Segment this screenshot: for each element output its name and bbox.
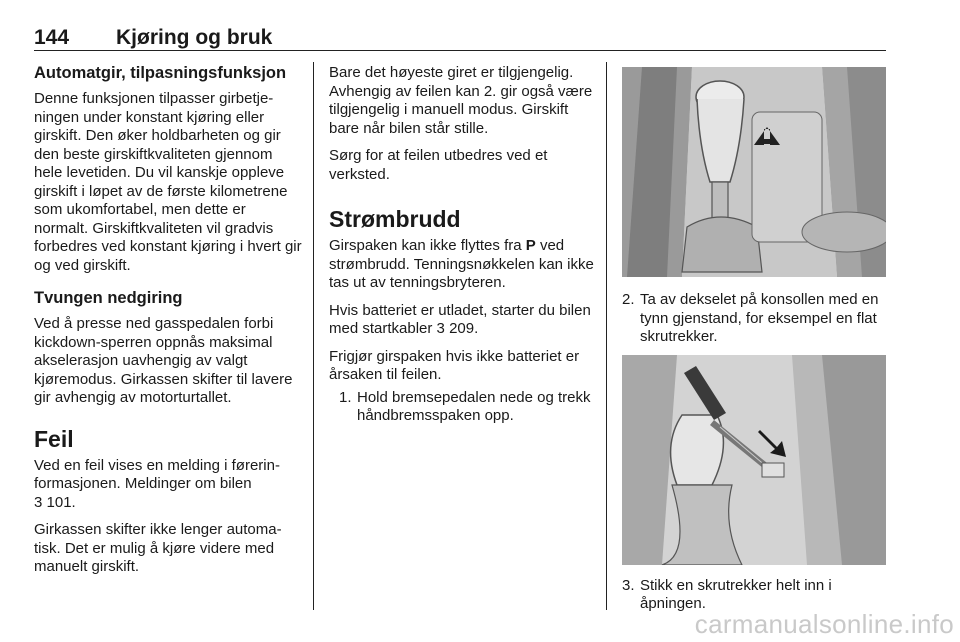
page-reference-link[interactable]: 101. xyxy=(46,493,76,511)
column-right xyxy=(622,67,886,622)
step-text: Ta av dekselet på konsollen med en tynn gjenstand, for eksempel en flat skrutrekker. xyxy=(640,291,879,345)
paragraph-kickdown: Ved å presse ned gasspedalen forbi kickdown-sperren oppnås maksimal akselerasjon uavhengig av valgt kjøremodus. Girkassen skifter til lavere gir avhengig av motorturtallet. xyxy=(34,315,293,406)
paragraph-automatgir: Denne funksjonen tilpasser girbetje-ningen under konstant kjøring eller girskift. Den øker holdbarheten og gir den beste girskiftkvaliteten gjennom hele levetiden. Du vil kanskje oppleve girskift i løpet av de første kilometrene som ukomfortabel, men dette er normalt. Girskiftkvaliteten vil gradvis forbedres ved konstant kjøring i hvert gir og ved girskift. xyxy=(34,90,302,274)
screwdriver-illustration xyxy=(622,355,886,565)
step-number: 3. xyxy=(622,576,635,594)
step-text: Stikk en skrutrekker helt inn i åpningen. xyxy=(640,576,832,612)
heading-feil: Feil xyxy=(34,425,74,452)
feil-melding-text: Ved en feil vises en melding i førerin-formasjonen. Meldinger om bilen xyxy=(34,456,280,492)
heading-stromfbrudd: Strømbrudd xyxy=(329,206,461,232)
batteri-text: Hvis batteriet er utladet, starter du bilen med startkabler xyxy=(329,301,591,337)
ref-arrow-icon: 3 xyxy=(34,493,43,511)
step-number: 1. xyxy=(339,388,352,406)
paragraph-hoyeste-gir: Bare det høyeste giret er tilgjengelig. Avhengig av feilen kan 2. gir også være tilgjengelig i manuell modus. Girskift bare når bilen står stille. xyxy=(329,64,593,137)
paragraph-feil-melding xyxy=(34,457,302,513)
gear-p-label: P xyxy=(525,237,536,254)
step-text: Hold bremsepedalen nede og trekk håndbremsspaken opp. xyxy=(357,388,591,424)
step-3 xyxy=(622,577,886,614)
gear-lever-illustration xyxy=(622,67,886,277)
page-reference-link[interactable]: 209. xyxy=(449,320,479,337)
column-left xyxy=(34,64,302,586)
heading-automatgir: Automatgir, tilpasningsfunksjon xyxy=(34,64,287,82)
paragraph-feil-girkasse: Girkassen skifter ikke lenger automa-tisk. Det er mulig å kjøre videre med manuelt girskift. xyxy=(34,521,282,575)
strom-text-a: Girspaken kan ikke flyttes fra xyxy=(329,237,522,254)
page-number: 144 xyxy=(34,26,70,49)
heading-tvungen-nedgiring: Tvungen nedgiring xyxy=(34,289,183,307)
strom-text-b: ved strømbrudd. Tenningsnøkkelen kan ikke tas ut av tenningsbryteren. xyxy=(329,237,594,291)
paragraph-verksted: Sørg for at feilen utbedres ved et verksted. xyxy=(329,147,548,183)
page-title: Kjøring og bruk xyxy=(116,26,273,49)
column-divider xyxy=(606,62,607,610)
step-number: 2. xyxy=(622,291,635,308)
column-middle xyxy=(329,64,597,434)
step-2 xyxy=(622,291,886,347)
page-header xyxy=(34,22,886,51)
watermark-url: carmanualsonline.info xyxy=(694,609,954,639)
paragraph-stromfbrudd xyxy=(329,237,597,293)
ref-arrow-icon: 3 xyxy=(436,320,445,337)
paragraph-batteri xyxy=(329,302,597,339)
paragraph-frigjor: Frigjør girspaken hvis ikke batteriet er årsaken til feilen. xyxy=(329,347,580,383)
step-1 xyxy=(329,389,597,426)
column-divider xyxy=(313,62,314,610)
